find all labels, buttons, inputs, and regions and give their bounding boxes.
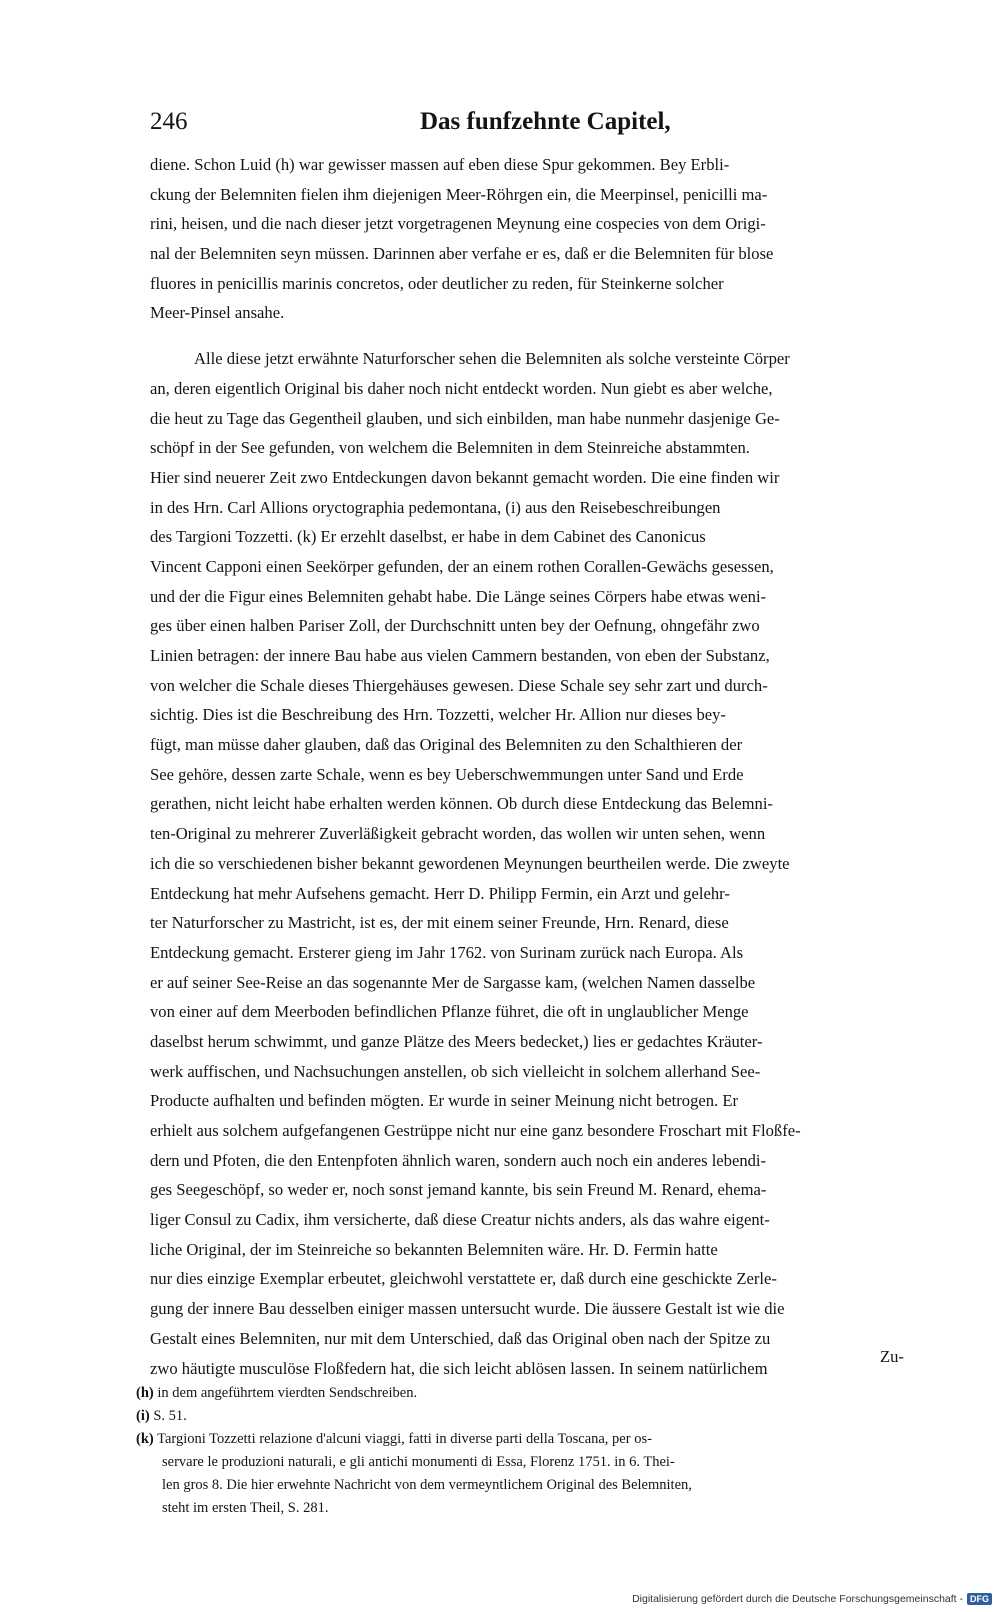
text-line: Entdeckung hat mehr Aufsehens gemacht. Herr D. Philipp Fermin, ein Arzt und gelehr- (150, 883, 730, 903)
text-line: ges Seegeschöpf, so weder er, noch sonst jemand kannte, bis sein Freund M. Renard, ehema- (150, 1180, 767, 1200)
text-line: Vincent Capponi einen Seekörper gefunden, der an einem rothen Corallen-Gewächs gesessen, (150, 556, 774, 576)
footnote-text: servare le produzioni naturali, e gli antichi monumenti di Essa, Florenz 1751. in 6. Thei- (162, 1454, 675, 1470)
text-line: ich die so verschiedenen bisher bekannt gewordenen Meynungen beurtheilen werde. Die zweyte (150, 853, 790, 873)
dfg-logo-icon: DFG (967, 1593, 992, 1605)
text-line: nur dies einzige Exemplar erbeutet, gleichwohl verstattete er, daß durch eine geschickte Zerle- (150, 1269, 777, 1289)
digitization-footer (632, 1590, 992, 1608)
text-line: Gestalt eines Belemniten, nur mit dem Unterschied, daß das Original oben nach der Spitze zu (150, 1328, 771, 1348)
text-line: dern und Pfoten, die den Entenpfoten ähnlich waren, sondern auch noch ein anderes lebendi- (150, 1150, 767, 1170)
text-line: schöpf in der See gefunden, von welchem die Belemniten in dem Steinreiche abstammten. (150, 438, 750, 458)
text-line: nal der Belemniten seyn müssen. Darinnen aber verfahe er es, daß er die Belemniten für blose (150, 244, 774, 264)
text-line: ter Naturforscher zu Mastricht, ist es, der mit einem seiner Freunde, Hrn. Renard, diese (150, 913, 729, 933)
text-line: erhielt aus solchem aufgefangenen Gestrüppe nicht nur eine ganz besondere Froschart mit Floßfe- (150, 1121, 801, 1140)
text-line: Entdeckung gemacht. Ersterer gieng im Jahr 1762. von Surinam zurück nach Europa. Als (150, 942, 744, 962)
text-line: Meer-Pinsel ansahe. (150, 303, 285, 323)
footnote-text: len gros 8. Die hier erwehnte Nachricht von dem vermeyntlichem Original des Belemniten, (162, 1477, 692, 1493)
text-line: fluores in penicillis marinis concretos, oder deutlicher zu reden, für Steinkerne solcher (150, 273, 724, 293)
text-line: Producte aufhalten und befinden mögten. Er wurde in seiner Meinung nicht betrogen. Er (150, 1091, 738, 1111)
text-line: in des Hrn. Carl Allions oryctographia pedemontana, (i) aus den Reisebeschreibungen (150, 497, 721, 517)
body-text (150, 150, 912, 1383)
text-line: liger Consul zu Cadix, ihm versicherte, daß diese Creatur nichts anders, als das wahre eigent- (150, 1210, 770, 1230)
text-line: von einer auf dem Meerboden befindlichen Pflanze führet, die oft in unglaublicher Menge (150, 1002, 749, 1022)
page-header (150, 108, 910, 148)
text-line: die heut zu Tage das Gegentheil glauben, und sich einbilden, man habe nunmehr dasjenige Ge- (150, 408, 780, 428)
footnote-text: in dem angeführtem vierdten Sendschreiben. (157, 1385, 418, 1401)
text-line: gung der innere Bau desselben einiger massen untersucht wurde. Die äussere Gestalt ist wie die (150, 1299, 785, 1319)
text-line: er auf seiner See-Reise an das sogenannte Mer de Sargasse kam, (welchen Namen dasselbe (150, 972, 756, 992)
footnote-text: Targioni Tozzetti relazione d'alcuni viaggi, fatti in diverse parti della Toscana, per os- (157, 1431, 652, 1447)
text-line: Hier sind neuerer Zeit zwo Entdeckungen davon bekannt gemacht worden. Die eine finden wir (150, 467, 780, 487)
text-line: See gehöre, dessen zarte Schale, wenn es bey Ueberschwemmungen unter Sand und Erde (150, 764, 744, 784)
text-line: ten-Original zu mehrerer Zuverläßigkeit gebracht worden, das wollen wir unten sehen, wenn (150, 824, 766, 844)
footnote-line (136, 1497, 916, 1520)
text-line: Linien betragen: der innere Bau habe aus vielen Cammern bestanden, von eben der Substanz, (150, 646, 770, 665)
text-line: fügt, man müsse daher glauben, daß das Original des Belemniten zu den Schalthieren der (150, 735, 743, 755)
text-line: diene. Schon Luid (h) war gewisser massen auf eben diese Spur gekommen. Bey Erbli- (150, 155, 730, 174)
paragraph-1 (150, 150, 912, 328)
text-line: rini, heisen, und die nach dieser jetzt vorgetragenen Meynung eine cospecies von dem Origi- (150, 214, 766, 234)
text-line: und der die Figur eines Belemniten gehabt habe. Die Länge seines Cörpers habe etwas weni- (150, 586, 767, 606)
footnote-label: (k) (136, 1431, 154, 1447)
footnotes (136, 1382, 916, 1520)
text-line: zwo häutigte musculöse Floßfedern hat, die sich leicht ablösen lassen. In seinem natürlichem (150, 1358, 768, 1378)
text-line: werk auffischen, und Nachsuchungen anstellen, ob sich vielleicht in solchem allerhand See- (150, 1061, 761, 1081)
footnote-label: (i) (136, 1408, 150, 1424)
text-line: sichtig. Dies ist die Beschreibung des Hrn. Tozzetti, welcher Hr. Allion nur dieses bey- (150, 705, 726, 725)
text-line: des Targioni Tozzetti. (k) Er erzehlt daselbst, er habe in dem Cabinet des Canonicus (150, 527, 706, 547)
footnote-line (136, 1405, 916, 1428)
footnote-line (136, 1382, 916, 1405)
catchword: Zu- (880, 1347, 904, 1366)
footnote-label: (h) (136, 1385, 154, 1401)
footnote-line (136, 1474, 916, 1497)
footnote-text: steht im ersten Theil, S. 281. (162, 1500, 329, 1516)
text-line: von welcher die Schale dieses Thiergehäuses gewesen. Diese Schale sey sehr zart und durch- (150, 675, 768, 695)
text-line: ckung der Belemniten fielen ihm diejenigen Meer-Röhrgen ein, die Meerpinsel, penicilli ma- (150, 184, 768, 204)
text-line: ges über einen halben Pariser Zoll, der Durchschnitt unten bey der Oefnung, ohngefähr zwo (150, 616, 760, 636)
chapter-title: Das funfzehnte Capitel, (420, 108, 671, 135)
page-number: 246 (150, 108, 188, 135)
footnote-text: S. 51. (153, 1408, 187, 1424)
footnote-line (136, 1428, 916, 1451)
text-line: an, deren eigentlich Original bis daher noch nicht entdeckt worden. Nun giebt es aber welche, (150, 378, 773, 398)
footnote-line (136, 1451, 916, 1474)
paragraph-2 (150, 344, 912, 1383)
text-line: Alle diese jetzt erwähnte Naturforscher sehen die Belemniten als solche versteinte Cörper (194, 349, 790, 369)
text-line: liche Original, der im Steinreiche so bekannten Belemniten wäre. Hr. D. Fermin hatte (150, 1239, 718, 1259)
digitization-credit: Digitalisierung gefördert durch die Deutsche Forschungsgemeinschaft - (632, 1593, 963, 1605)
text-line: gerathen, nicht leicht habe erhalten werden können. Ob durch diese Entdeckung das Belemni- (150, 794, 773, 814)
text-line: daselbst herum schwimmt, und ganze Plätze des Meers bedecket,) lies er gedachtes Kräuter- (150, 1031, 763, 1051)
